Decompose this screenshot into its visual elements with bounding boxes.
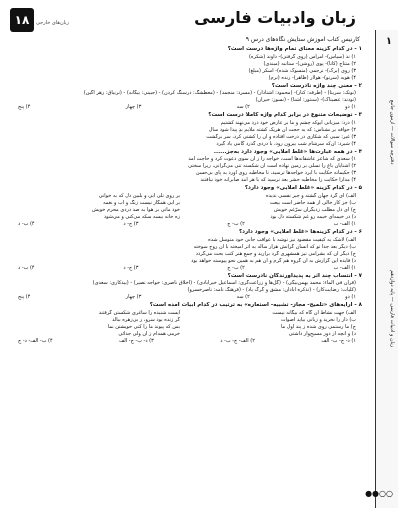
verse-line: ب) جز کار خالی از همه حاضر است بیعت: [269, 199, 356, 206]
answer-option[interactable]: ۲) سه: [236, 104, 250, 111]
question-title: ۴ - در همه عبارت‌ها «غلط املایی» وجود دارد به‌جز......: [213, 148, 362, 155]
verse-line: ب) دار را نخرید و زبانی بیاید اصوات: [280, 316, 356, 323]
page-number-badge: ۱۸: [10, 8, 34, 32]
answer-option[interactable]: ج) دیگر آن که بشرامی نیز همشهری گرد برآرید و جمع هنر کتب بحث می‌گردد: [195, 250, 356, 257]
question-title: ۶ - در کدام گزینه‌ها «غلط املایی» وجود دارد؟: [238, 228, 362, 235]
answer-options-row: [14, 338, 362, 345]
question-block: [14, 229, 362, 272]
question-block: [14, 273, 362, 302]
verse-line: ج) ای دل مطلب زدیگران سرّغم خویش: [273, 206, 356, 213]
answer-option[interactable]: ب) دیگر بعد جدا تو که انسان گرانش هزار ساله به اثر آمیخته با آن روح سوخته: [193, 243, 356, 250]
verse-line: ایست شنیده را ساغری شکستن گرفتند: [98, 309, 180, 316]
answer-option[interactable]: ۲) الف- ج- ب- د: [220, 337, 255, 344]
answer-option[interactable]: ۴) ب- د: [18, 264, 35, 271]
side-text-top: دفترچه سوالات — آزمون جامع: [389, 100, 395, 165]
verse-line: گر زنده بود سرو، ز بی‌زهره ببالد: [112, 316, 180, 323]
answer-option[interactable]: ۴) ب- الف- د- ج: [18, 337, 53, 344]
verse-line: د) در خیمه‌ای خیمه رو غم شکسته دل بود: [270, 213, 356, 220]
answer-option[interactable]: ۴) پنج: [18, 104, 31, 111]
question-block: [14, 112, 362, 148]
answer-options-row: [14, 221, 362, 228]
answer-option[interactable]: ۳) روی (برک)- نرجمی (منسوک شده)- اسکر (مبلغ): [248, 67, 356, 74]
answer-option[interactable]: (قرآن فی الماء: محمد بهمن‌بیگی) - (گل‌ها و زراعت‌گری: اسماعیل خیرآبادی) - (اخلاق ناصری: خواجه نصیر) - (بیدکاری: سعدی): [92, 280, 356, 287]
answer-option[interactable]: ۴) مدارا حکایت را مخاطبه حشر بعد نرسید که با هر آمد صابرانه خود نیافتند: [200, 177, 356, 184]
answer-option[interactable]: ۳) چهار: [125, 104, 142, 111]
answer-option[interactable]: ۱) دو: [345, 104, 356, 111]
question-block: [14, 46, 362, 82]
question-title: ۳ - توضیحات متنوع در برابر کدام واژه کاملاً درست است؟: [208, 112, 362, 119]
answer-option[interactable]: ۱) ند (سیاس)- امراس (روی گرفتی)- داوند (شکره): [248, 53, 356, 60]
answer-option[interactable]: ۱) دو: [345, 294, 356, 301]
answer-option[interactable]: ۲) ب- ج: [227, 264, 245, 271]
question-block: [14, 83, 362, 112]
answer-option[interactable]: الف) لاشک به کیفیت مقصود نیز توشه با عواقب جانی خود متوسل شده: [208, 236, 356, 243]
answer-options-row: [14, 104, 362, 111]
answer-option[interactable]: ۴) پنج: [18, 294, 31, 301]
question-title: ۸ - آرایه‌های «تلمیح- مجاز- تشبیه- استعاره» به ترتیب در کدام ابیات آمده است؟: [149, 302, 362, 309]
questions-list: [14, 46, 362, 506]
verse-line: بس که پیوند ما را کنی خویشتن نما: [107, 323, 180, 330]
answer-option[interactable]: ۴) ب- د: [18, 220, 35, 227]
answer-option[interactable]: د) فایده این گزارش به آن گروه هم گرم و آن هم به همین نحو پیوسته خواهد بود: [191, 257, 356, 264]
badge-subtitle: زبان‌های خارجی: [36, 20, 69, 26]
question-title: ۷ - انتساب چند اثر به پدیدآورندگان نادرست است؟: [227, 272, 362, 279]
answer-option[interactable]: ۱) درد: میزبانی ایوکه چشم و ما بر عارض خود درد می‌نهند کشتیم: [220, 119, 356, 126]
answer-option[interactable]: ۳) چهار: [125, 294, 142, 301]
question-block: [14, 185, 362, 228]
answer-option[interactable]: ۴) شیرد: آن‌که سرشام شب بیرون رود، با دردی گذرد گامی یاد گیرد: [216, 140, 356, 147]
answer-option[interactable]: ۳) ج- د: [123, 220, 139, 227]
side-strip: [365, 30, 398, 508]
answer-option[interactable]: ۲) آشنایان باغ را تسلی بر زمین نهاده است آن شکسته تنی می‌گرانی، زیرا سختی: [188, 163, 356, 170]
answer-option[interactable]: ۱) الف- ب: [333, 220, 356, 227]
answer-option[interactable]: ۳) د- ب- ج- الف: [119, 337, 154, 344]
answer-option[interactable]: ۲) منتاج (کانا)- پوی (روشن)- ستانبه (مبندی): [263, 60, 356, 67]
verse-line: بر روی تلی آبی و بلبین دل که به خوانی: [98, 192, 180, 199]
verse-line: الف) جهت نشاط آن گاه که بیگانه نیست: [272, 309, 356, 316]
question-title: ۵ - در کدام گزینه «غلط املایی» وجود دارد؟: [244, 185, 362, 192]
answer-option[interactable]: ۳) ج- د: [123, 264, 139, 271]
answer-option[interactable]: ۳) غیر: سبی که شکاری در درخت افتاده و آن را کشتی کرد، سر برگشت: [206, 133, 356, 140]
answer-option[interactable]: ۲) سه: [236, 294, 250, 301]
answer-option[interactable]: ۴) هوبه (سرنو)- هولار (ظاهر)- زنده (نرم): [268, 74, 356, 81]
verse-line: د) و آنچه از دور مسیح‌وار داشتی: [288, 330, 356, 337]
question-title: ۲ - معنی چند واژه نادرست است؟: [271, 82, 362, 89]
page-header: [10, 8, 362, 32]
verse-line: بر آبی همگار نیست زنگ و آب و نغمه: [103, 199, 180, 206]
answer-option[interactable]: ۱) د- ج- ب- الف: [321, 337, 356, 344]
answer-option[interactable]: ۲) حوافه بر نشناس: که به حجت‌ آن هریک کشته ملایم بدِ پیدا شود سال: [208, 126, 356, 133]
question-block: [14, 302, 362, 345]
verse-line: الف) ای گرد جهان گشته و جبر نفسی ندیده: [265, 192, 356, 199]
answer-option[interactable]: ۲) ب- ج: [227, 220, 245, 227]
side-dots: ●●○○: [365, 489, 393, 498]
verse-line: خود ماتی بر هوا به صد دردی محرم خویش: [91, 206, 180, 213]
answer-options-row: [14, 265, 362, 272]
answer-options-row: [14, 294, 362, 301]
verse-grid: [14, 310, 362, 338]
side-number: ۱: [385, 36, 392, 47]
answer-option[interactable]: (تودند: عصیناک)- (سنتور: آشنا) - (نسوز: حیران): [255, 97, 356, 104]
answer-option[interactable]: ۳) حکیمانه حکایت با ابرد خواجه‌ها ترسید، تا مخاطبه روی آورد به پای بی‌حسن: [195, 170, 356, 177]
answer-option[interactable]: (نونک: سرینا) - (طرفه: کنار)- (محمود: آشنادار) - (مسرد: منجمد) - (معطشگ: درسنگ کردن) - (جبینی: بیگانه) - (ترنیاق: زهر آگین): [83, 90, 356, 97]
verse-line: خرمی همه‌ام ز آن ولی جدائی: [118, 330, 180, 337]
answer-option[interactable]: (کلیات: رضایت‌کار) - (تذکره آبادان: مشق و گرگ یاد) - (فرهنگ نامه: ناصرخسرو): [187, 287, 356, 294]
question-block: [14, 149, 362, 185]
side-text-bottom: زبان و ادبیات فارسی — پایه دوازدهم: [389, 270, 395, 348]
verse-grid: [14, 193, 362, 221]
verse-line: زه خانه بیسه سکه می‌کنی و می‌شود: [103, 213, 180, 220]
verse-line: ج) ما رستمی روی شده ز پند اول ما: [280, 323, 356, 330]
answer-option[interactable]: ۱) الف- ب: [333, 264, 356, 271]
answer-option[interactable]: ۱) سعدی که شاعر عاشقانه‌ها است، خواجه را ز آن سوی دعوت کرد و حاجت آمد: [188, 156, 356, 163]
section-subtitle: کارنیس کتاب آموزش ستایش نگاه‌های درس ۹: [245, 36, 360, 43]
book-title: زبان وادبیات فارسی: [194, 8, 356, 27]
question-title: ۱ - در کدام گزینه معنای تمام واژه‌ها درست است؟: [227, 46, 362, 52]
